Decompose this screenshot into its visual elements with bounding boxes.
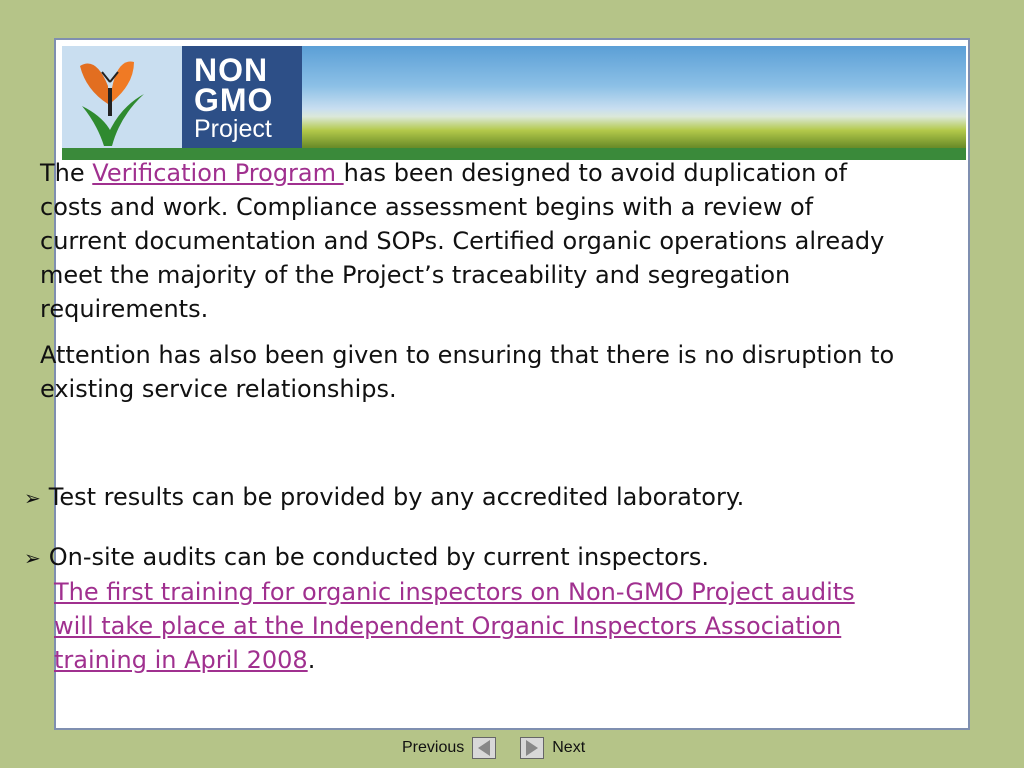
logo-non-text: NON [194, 52, 269, 88]
bullet-test-results [24, 480, 744, 515]
logo-project-text: Project [194, 115, 272, 143]
bullet-onsite-audits [24, 540, 884, 677]
bullet2-end: . [307, 646, 316, 674]
verification-program-link[interactable]: Verification Program [92, 159, 344, 187]
next-arrow-icon [526, 740, 538, 756]
slide-navigation [402, 736, 585, 760]
paragraph-verification [40, 156, 900, 326]
butterfly-icon [62, 46, 182, 148]
next-label[interactable]: Next [552, 739, 586, 756]
logo-gmo-text: GMO [194, 82, 274, 118]
bullet2-text: On-site audits can be conducted by current inspectors. [48, 543, 709, 571]
training-link[interactable]: The first training for organic inspectors on Non-GMO Project audits will take place at the Independent Organic Inspectors Association training in April 2008 [54, 578, 855, 674]
arrow-bullet-icon: ➢ [24, 486, 41, 510]
paragraph-attention: Attention has also been given to ensuring that there is no disruption to existing service relationships. [40, 341, 895, 403]
previous-button[interactable] [472, 737, 496, 759]
para1-prefix: The [40, 159, 93, 187]
butterfly-logo [62, 46, 182, 148]
previous-arrow-icon [478, 740, 490, 756]
slide-content [40, 156, 900, 418]
header-banner [62, 46, 966, 160]
arrow-bullet-icon: ➢ [24, 546, 41, 570]
next-button[interactable] [520, 737, 544, 759]
non-gmo-project-logo [182, 46, 302, 148]
para1-suffix: has been designed to avoid duplication of costs and work. Compliance assessment begins with a review of current documentation and SOPs. Certified organic operations already meet the majority of the Project’s traceability and segregation requirements. [40, 159, 885, 323]
previous-label[interactable]: Previous [402, 739, 465, 756]
bullet1-text: Test results can be provided by any accredited laboratory. [48, 483, 745, 511]
